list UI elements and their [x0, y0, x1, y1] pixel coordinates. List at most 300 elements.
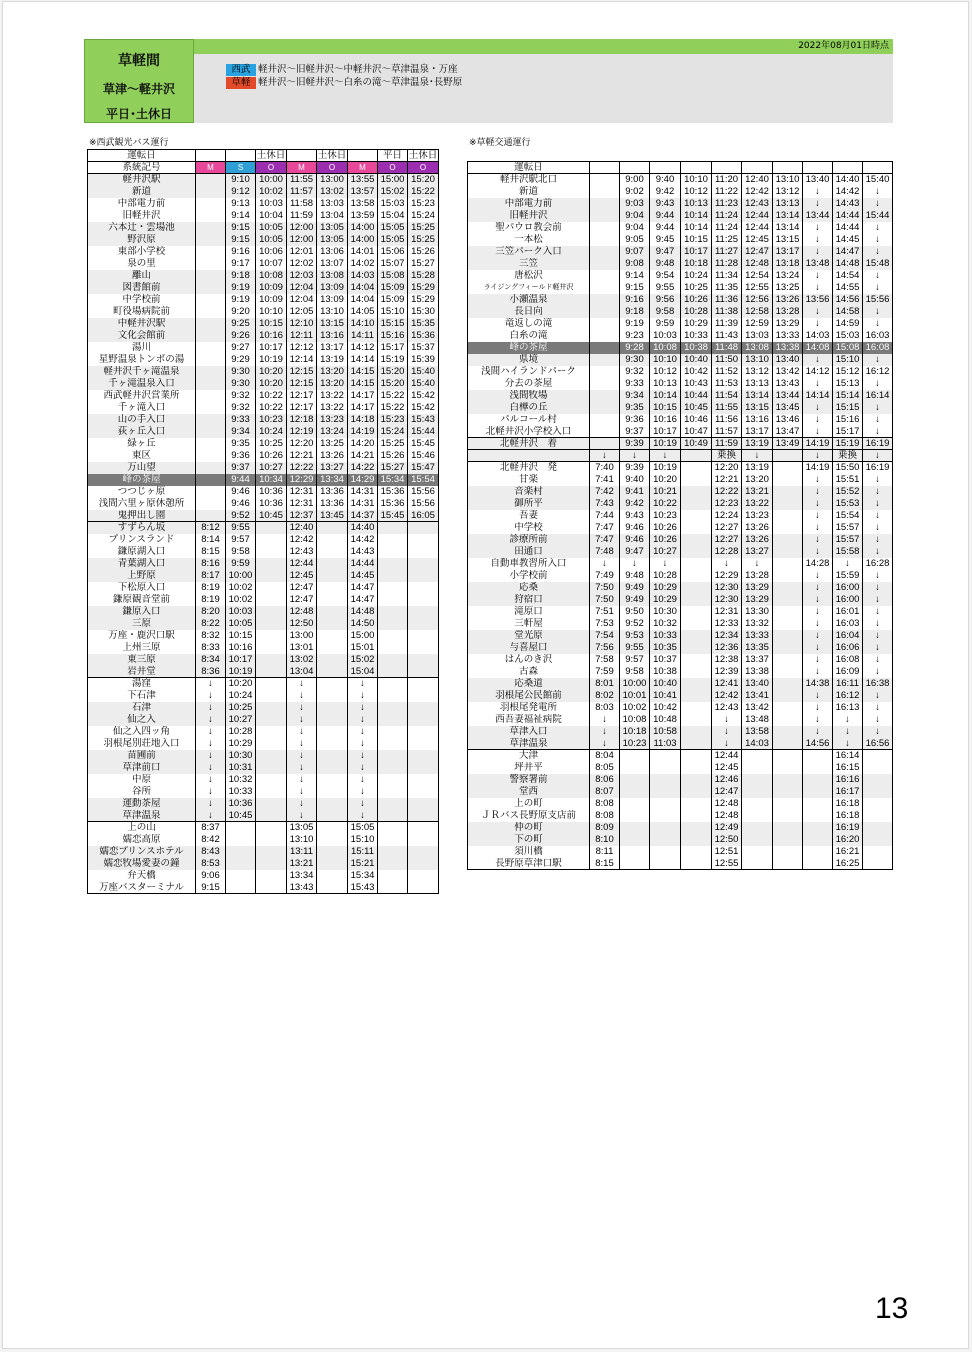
stop-name: 旧軽井沢	[468, 210, 590, 222]
table-row	[88, 534, 439, 546]
time-cell: 13:04	[287, 666, 317, 678]
time-cell: 12:43	[287, 546, 317, 558]
time-cell: 9:13	[226, 198, 256, 210]
time-cell	[681, 486, 712, 498]
time-cell	[378, 762, 408, 774]
time-cell: 13:12	[742, 366, 773, 378]
time-cell	[863, 786, 893, 798]
time-cell	[408, 594, 439, 606]
time-cell: 10:45	[256, 510, 287, 522]
time-cell	[590, 378, 620, 390]
time-cell: 9:37	[620, 426, 650, 438]
time-cell	[256, 750, 287, 762]
time-cell	[773, 450, 803, 462]
time-cell	[408, 798, 439, 810]
time-cell: 13:22	[317, 390, 348, 402]
time-cell: 9:46	[620, 522, 650, 534]
time-cell: 11:39	[712, 318, 742, 330]
time-cell: 14:05	[348, 306, 378, 318]
time-cell	[196, 210, 226, 222]
time-cell: 13:46	[773, 414, 803, 426]
time-cell: 9:54	[650, 270, 681, 282]
time-cell	[256, 702, 287, 714]
time-cell	[590, 390, 620, 402]
table-row	[88, 294, 439, 306]
time-cell: ↓	[863, 654, 893, 666]
time-cell: 13:32	[742, 618, 773, 630]
time-cell: 16:14	[863, 390, 893, 402]
time-cell	[590, 234, 620, 246]
time-cell: 14:40	[348, 522, 378, 534]
table-row	[88, 462, 439, 474]
table-row	[468, 606, 893, 618]
time-cell: 13:59	[348, 210, 378, 222]
time-cell: 10:08	[256, 270, 287, 282]
time-cell	[590, 258, 620, 270]
time-cell: 16:28	[863, 558, 893, 570]
time-cell	[196, 234, 226, 246]
time-cell: ↓	[863, 450, 893, 462]
table-row	[88, 738, 439, 750]
time-cell: 12:42	[742, 186, 773, 198]
time-cell	[196, 318, 226, 330]
time-cell	[317, 882, 348, 894]
time-cell: 15:58	[833, 546, 863, 558]
time-cell: 14:22	[348, 462, 378, 474]
time-cell: 9:52	[226, 510, 256, 522]
time-cell: 13:29	[742, 594, 773, 606]
time-cell: 15:59	[833, 570, 863, 582]
time-cell: 14:38	[803, 678, 833, 690]
time-cell	[773, 546, 803, 558]
table-row	[468, 186, 893, 198]
time-cell	[773, 582, 803, 594]
time-cell: 13:36	[317, 498, 348, 510]
time-cell: 7:58	[590, 654, 620, 666]
time-cell: ↓	[196, 774, 226, 786]
table-row	[88, 630, 439, 642]
time-cell	[196, 186, 226, 198]
time-cell	[590, 354, 620, 366]
time-cell: 15:36	[378, 498, 408, 510]
time-cell	[317, 726, 348, 738]
time-cell: 15:25	[378, 438, 408, 450]
time-cell: 9:55	[650, 282, 681, 294]
time-cell	[863, 810, 893, 822]
time-cell: 16:09	[833, 666, 863, 678]
time-cell: 9:33	[620, 378, 650, 390]
time-cell	[408, 822, 439, 834]
time-cell	[378, 594, 408, 606]
time-cell: 13:14	[773, 210, 803, 222]
route-code-badge: O	[317, 162, 348, 174]
time-cell: 12:29	[712, 570, 742, 582]
runday-cell: 運転日	[468, 162, 590, 174]
stop-name: 町役場病院前	[88, 306, 196, 318]
table-row	[468, 270, 893, 282]
header-green-bar	[84, 39, 893, 54]
time-cell: 15:16	[833, 414, 863, 426]
time-cell: 13:20	[317, 366, 348, 378]
time-cell	[378, 570, 408, 582]
time-cell: 10:43	[681, 378, 712, 390]
stop-name: 鎌原観音堂前	[88, 594, 196, 606]
time-cell	[681, 762, 712, 774]
time-cell	[620, 762, 650, 774]
time-cell: 14:03	[803, 330, 833, 342]
time-cell: 15:54	[408, 474, 439, 486]
time-cell: 10:23	[256, 414, 287, 426]
time-cell	[196, 402, 226, 414]
time-cell: 15:03	[833, 330, 863, 342]
time-cell: 10:16	[256, 330, 287, 342]
runday-cell	[287, 150, 317, 162]
table-row	[88, 450, 439, 462]
time-cell: 8:17	[196, 570, 226, 582]
time-cell	[256, 858, 287, 870]
time-cell: 10:14	[681, 210, 712, 222]
time-cell: 8:37	[196, 822, 226, 834]
table-row	[468, 498, 893, 510]
time-cell	[196, 450, 226, 462]
time-cell	[590, 174, 620, 186]
time-cell	[408, 870, 439, 882]
time-cell: ↓	[863, 354, 893, 366]
time-cell: 15:51	[833, 474, 863, 486]
time-cell	[256, 834, 287, 846]
time-cell: 14:18	[348, 414, 378, 426]
time-cell: 10:40	[650, 678, 681, 690]
time-cell	[773, 762, 803, 774]
time-cell	[681, 822, 712, 834]
time-cell: 12:15	[287, 378, 317, 390]
table-row	[88, 330, 439, 342]
table-row	[468, 510, 893, 522]
time-cell: ↓	[803, 594, 833, 606]
time-cell	[226, 834, 256, 846]
time-cell	[378, 618, 408, 630]
time-cell	[408, 714, 439, 726]
time-cell: 14:47	[348, 594, 378, 606]
time-cell	[408, 702, 439, 714]
time-cell	[378, 642, 408, 654]
time-cell	[226, 882, 256, 894]
time-cell: 10:22	[256, 402, 287, 414]
stop-name: 警察署前	[468, 774, 590, 786]
time-cell: 8:15	[590, 858, 620, 870]
time-cell: 14:47	[348, 582, 378, 594]
time-cell: 11:36	[712, 294, 742, 306]
table-row	[468, 402, 893, 414]
time-cell: 9:12	[226, 186, 256, 198]
time-cell	[650, 846, 681, 858]
time-cell: 12:48	[712, 798, 742, 810]
time-cell: 12:44	[742, 210, 773, 222]
time-cell: 15:42	[408, 402, 439, 414]
time-cell: 9:15	[196, 882, 226, 894]
time-cell	[590, 342, 620, 354]
time-cell: 12:31	[712, 606, 742, 618]
time-cell	[256, 594, 287, 606]
time-cell	[256, 618, 287, 630]
time-cell: 12:39	[712, 666, 742, 678]
time-cell: 9:43	[650, 198, 681, 210]
time-cell: 15:12	[833, 366, 863, 378]
stop-name: 御所平	[468, 498, 590, 510]
time-cell: 乗換	[833, 450, 863, 462]
time-cell: 12:45	[712, 762, 742, 774]
time-cell: 10:03	[226, 606, 256, 618]
time-cell: 13:45	[773, 402, 803, 414]
time-cell: 12:00	[287, 234, 317, 246]
stop-name: 上の町	[468, 798, 590, 810]
time-cell: 10:29	[650, 594, 681, 606]
time-cell: ↓	[590, 558, 620, 570]
stop-name: 堂光原	[468, 630, 590, 642]
table-row	[468, 666, 893, 678]
stop-name: 軽井沢千ヶ滝温泉	[88, 366, 196, 378]
time-cell: 9:27	[226, 342, 256, 354]
time-cell: 15:34	[378, 474, 408, 486]
time-cell: 9:34	[620, 390, 650, 402]
time-cell: 13:35	[742, 642, 773, 654]
time-cell	[196, 390, 226, 402]
time-cell: 14:17	[348, 390, 378, 402]
stop-name: 緑ヶ丘	[88, 438, 196, 450]
time-cell	[317, 678, 348, 690]
table-row	[468, 618, 893, 630]
time-cell	[620, 786, 650, 798]
stop-name: 一本松	[468, 234, 590, 246]
time-cell: 9:48	[620, 570, 650, 582]
time-cell: 16:11	[833, 678, 863, 690]
time-cell: 13:22	[317, 402, 348, 414]
table-row	[468, 594, 893, 606]
time-cell: 9:57	[620, 654, 650, 666]
stop-name: プリンスランド	[88, 534, 196, 546]
time-cell: 15:40	[408, 366, 439, 378]
stop-name: 甘楽	[468, 474, 590, 486]
time-cell: 12:34	[712, 630, 742, 642]
time-cell: 13:28	[742, 570, 773, 582]
route-code-badge: O	[378, 162, 408, 174]
time-cell: 7:59	[590, 666, 620, 678]
stop-name: 滝原口	[468, 606, 590, 618]
time-cell	[196, 294, 226, 306]
time-cell: 12:04	[287, 282, 317, 294]
time-cell	[681, 534, 712, 546]
time-cell: 13:33	[742, 630, 773, 642]
time-cell: 9:17	[226, 258, 256, 270]
time-cell: 10:16	[226, 642, 256, 654]
time-cell	[317, 642, 348, 654]
time-cell: 13:14	[742, 390, 773, 402]
time-cell: ↓	[590, 726, 620, 738]
time-cell: 11:25	[712, 234, 742, 246]
time-cell: 8:02	[590, 690, 620, 702]
time-cell: ↓	[287, 762, 317, 774]
time-cell: 8:12	[196, 522, 226, 534]
time-cell: ↓	[348, 750, 378, 762]
time-cell: 14:42	[833, 186, 863, 198]
time-cell: 15:35	[408, 318, 439, 330]
time-cell: 15:24	[378, 426, 408, 438]
time-cell	[378, 546, 408, 558]
stop-name: 竜返しの滝	[468, 318, 590, 330]
time-cell	[196, 222, 226, 234]
time-cell: 13:15	[742, 402, 773, 414]
time-cell: ↓	[803, 702, 833, 714]
legend-panel	[194, 54, 893, 123]
time-cell	[681, 642, 712, 654]
time-cell: 10:02	[256, 186, 287, 198]
time-cell	[773, 774, 803, 786]
time-cell: 16:08	[863, 342, 893, 354]
time-cell: 10:48	[650, 714, 681, 726]
time-cell: 10:10	[256, 306, 287, 318]
time-cell: ↓	[196, 762, 226, 774]
time-cell: 13:15	[317, 318, 348, 330]
time-cell: 12:44	[712, 750, 742, 762]
stop-name: ライジングフィールド軽井沢	[468, 282, 590, 294]
time-cell: 7:44	[590, 510, 620, 522]
time-cell: 10:32	[226, 774, 256, 786]
table-row	[88, 618, 439, 630]
time-cell	[773, 618, 803, 630]
time-cell: 9:47	[650, 246, 681, 258]
stop-name: 嬬恋高原	[88, 834, 196, 846]
time-cell: 10:24	[681, 270, 712, 282]
time-cell	[256, 786, 287, 798]
time-cell: 10:38	[650, 666, 681, 678]
time-cell: 8:09	[590, 822, 620, 834]
time-cell	[378, 702, 408, 714]
time-cell: 13:20	[317, 378, 348, 390]
time-cell: 15:34	[348, 870, 378, 882]
route-code-badge: M	[348, 162, 378, 174]
time-cell: 13:55	[348, 174, 378, 186]
time-cell: 15:47	[408, 462, 439, 474]
time-cell	[803, 822, 833, 834]
time-cell: ↓	[863, 606, 893, 618]
time-cell: 13:23	[742, 510, 773, 522]
stop-name: 浅間六里ヶ原休憩所	[88, 498, 196, 510]
time-cell	[773, 630, 803, 642]
legend-text-kusakaru: 軽井沢～旧軽井沢～白糸の滝～草津温泉･長野原	[258, 77, 463, 88]
runday-cell: 運転日	[88, 150, 196, 162]
time-cell	[742, 774, 773, 786]
time-cell: 12:17	[287, 390, 317, 402]
time-cell: 11:58	[287, 198, 317, 210]
time-cell: 13:05	[317, 222, 348, 234]
time-cell: 15:11	[348, 846, 378, 858]
table-row	[468, 774, 893, 786]
time-cell: ↓	[650, 450, 681, 462]
time-cell	[226, 858, 256, 870]
time-cell	[196, 366, 226, 378]
time-cell: 9:08	[620, 258, 650, 270]
route-code-badge: S	[226, 162, 256, 174]
time-cell: ↓	[196, 738, 226, 750]
stop-name: 三笠	[468, 258, 590, 270]
table-row	[88, 846, 439, 858]
time-cell	[256, 522, 287, 534]
time-cell	[742, 786, 773, 798]
stop-name: 白樺の丘	[468, 402, 590, 414]
time-cell: 10:35	[650, 642, 681, 654]
time-cell: 8:53	[196, 858, 226, 870]
time-cell	[256, 534, 287, 546]
time-cell: 15:54	[833, 510, 863, 522]
time-cell: 10:17	[226, 654, 256, 666]
time-cell: 10:26	[650, 534, 681, 546]
time-cell: 15:56	[408, 498, 439, 510]
time-cell: 10:17	[681, 246, 712, 258]
time-cell	[681, 738, 712, 750]
time-cell: ↓	[863, 222, 893, 234]
time-cell: 14:42	[348, 534, 378, 546]
time-cell: 10:31	[226, 762, 256, 774]
time-cell: 13:44	[803, 210, 833, 222]
stop-name: 診療所前	[468, 534, 590, 546]
time-cell: 11:52	[712, 366, 742, 378]
table-row	[88, 210, 439, 222]
time-cell: 12:48	[712, 810, 742, 822]
time-cell	[317, 870, 348, 882]
time-cell: 14:31	[348, 498, 378, 510]
time-cell: 12:43	[742, 198, 773, 210]
time-cell: 10:22	[650, 498, 681, 510]
time-cell: 13:45	[317, 510, 348, 522]
time-cell	[590, 426, 620, 438]
time-cell: 11:56	[712, 414, 742, 426]
time-cell: 15:08	[378, 270, 408, 282]
time-cell: ↓	[712, 738, 742, 750]
time-cell: 14:45	[348, 570, 378, 582]
time-cell: 13:17	[742, 426, 773, 438]
time-cell: 12:40	[742, 174, 773, 186]
time-cell	[226, 822, 256, 834]
time-cell: 15:14	[833, 390, 863, 402]
time-cell	[256, 666, 287, 678]
time-cell: 10:40	[681, 354, 712, 366]
time-cell	[650, 798, 681, 810]
runday-cell	[650, 162, 681, 174]
time-cell: ↓	[620, 450, 650, 462]
time-cell: 16:15	[833, 762, 863, 774]
time-cell	[681, 702, 712, 714]
time-cell: 15:04	[348, 666, 378, 678]
table-row	[88, 258, 439, 270]
time-cell: 14:19	[803, 438, 833, 450]
table-row	[468, 486, 893, 498]
time-cell	[773, 858, 803, 870]
time-cell: 12:29	[287, 474, 317, 486]
time-cell: 16:00	[833, 582, 863, 594]
time-cell	[590, 306, 620, 318]
time-cell: 9:46	[226, 498, 256, 510]
time-cell: 10:26	[650, 522, 681, 534]
time-cell: ↓	[287, 750, 317, 762]
time-cell: 9:14	[226, 210, 256, 222]
time-cell: 15:25	[408, 234, 439, 246]
table-row	[468, 630, 893, 642]
time-cell: 7:51	[590, 606, 620, 618]
time-cell	[590, 282, 620, 294]
time-cell	[742, 810, 773, 822]
time-cell: 7:47	[590, 522, 620, 534]
route-code-badge: O	[408, 162, 439, 174]
